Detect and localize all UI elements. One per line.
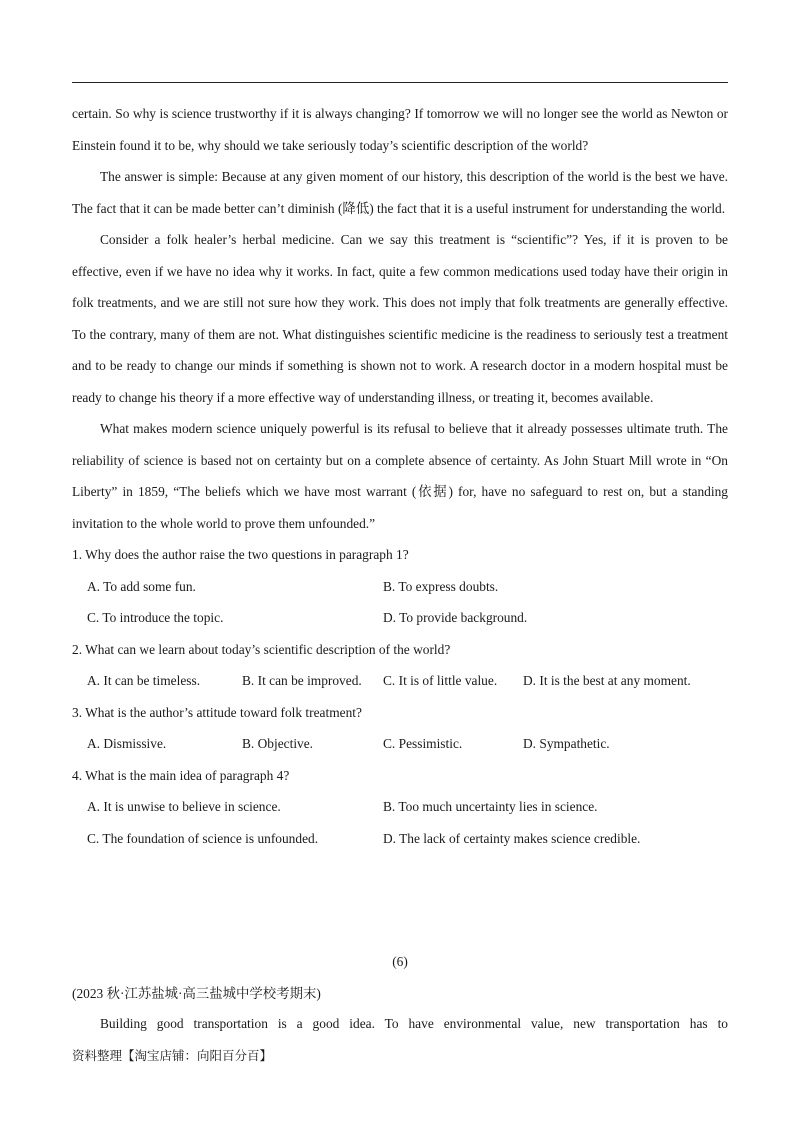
option-a: A. Dismissive.: [87, 736, 167, 751]
option-b: B. Too much uncertainty lies in science.: [383, 799, 598, 814]
option-c: C. It is of little value.: [383, 673, 498, 688]
question-stem: 2. What can we learn about today’s scientific description of the world?: [72, 641, 451, 657]
section-number: (6): [392, 954, 408, 969]
option-d: D. The lack of certainty makes science credible.: [383, 830, 641, 846]
next-passage-first-line: Building good transportation is a good idea. To have environmental value, new transportation has to: [100, 1016, 728, 1031]
answer-options: [72, 665, 728, 697]
question-stem: 3. What is the author’s attitude toward folk treatment?: [72, 704, 362, 720]
answer-options: [72, 571, 728, 634]
option-b: B. It can be improved.: [242, 673, 362, 688]
paragraph-3: Consider a folk healer’s herbal medicine. Can we say this treatment is “scientific”? Yes, if it is proven to be effective, even if we have no idea why it works. In fact, quite a few common medications used today have their origin in folk treatments, and we are still not sure how they work. This does not imply that folk treatments are generally effective. To the contrary, many of them are not. What distinguishes scientific medicine is the readiness to seriously test a treatment and to be ready to change our minds if something is shown not to work. A research doctor in a modern hospital must be ready to change his theory if a more effective way of understanding illness, or treating it, becomes available.: [72, 232, 728, 405]
option-b: B. Objective.: [242, 736, 314, 751]
question-stem: 1. Why does the author raise the two questions in paragraph 1?: [72, 547, 409, 562]
option-d: D. It is the best at any moment.: [523, 673, 691, 688]
question-stem: 4. What is the main idea of paragraph 4?: [72, 767, 290, 783]
reading-passage: [72, 98, 728, 854]
question-4: [72, 760, 728, 855]
footer-note: 资料整理【淘宝店铺：向阳百分百】: [72, 1048, 273, 1063]
question-1: [72, 539, 728, 634]
header-rule: [72, 82, 728, 83]
source-citation: (2023 秋·江苏盐城·高三盐城中学校考期末): [72, 986, 321, 1001]
option-d: D. To provide background.: [383, 610, 528, 625]
paragraph-1: certain. So why is science trustworthy if it is always changing? If tomorrow we will no longer see the world as Newton or Einstein found it to be, why should we take seriously today’s scientific description of the world?: [72, 106, 728, 153]
question-2: [72, 634, 728, 697]
option-a: A. It can be timeless.: [87, 673, 201, 688]
option-a: A. To add some fun.: [87, 578, 196, 594]
option-d: D. Sympathetic.: [523, 736, 610, 751]
answer-options: [72, 791, 728, 854]
option-c: C. Pessimistic.: [383, 736, 463, 751]
option-c: C. The foundation of science is unfounded.: [87, 830, 319, 846]
option-b: B. To express doubts.: [383, 578, 499, 594]
option-a: A. It is unwise to believe in science.: [87, 799, 281, 814]
paragraph-2: The answer is simple: Because at any given moment of our history, this description of the world is the best we have. The fact that it can be made better can’t diminish (降低) the fact that it is a useful instrument for understanding the world.: [72, 169, 728, 216]
option-c: C. To introduce the topic.: [87, 610, 224, 625]
paragraph-4: What makes modern science uniquely powerful is its refusal to believe that it already possesses ultimate truth. The reliability of science is based not on certainty but on a complete absence of certainty. As John Stuart Mill wrote in “On Liberty” in 1859, “The beliefs which we have most warrant (依据) for, have no safeguard to rest on, but a standing invitation to the whole world to prove them unfounded.”: [72, 421, 728, 531]
answer-options: [72, 728, 728, 760]
question-3: [72, 697, 728, 760]
